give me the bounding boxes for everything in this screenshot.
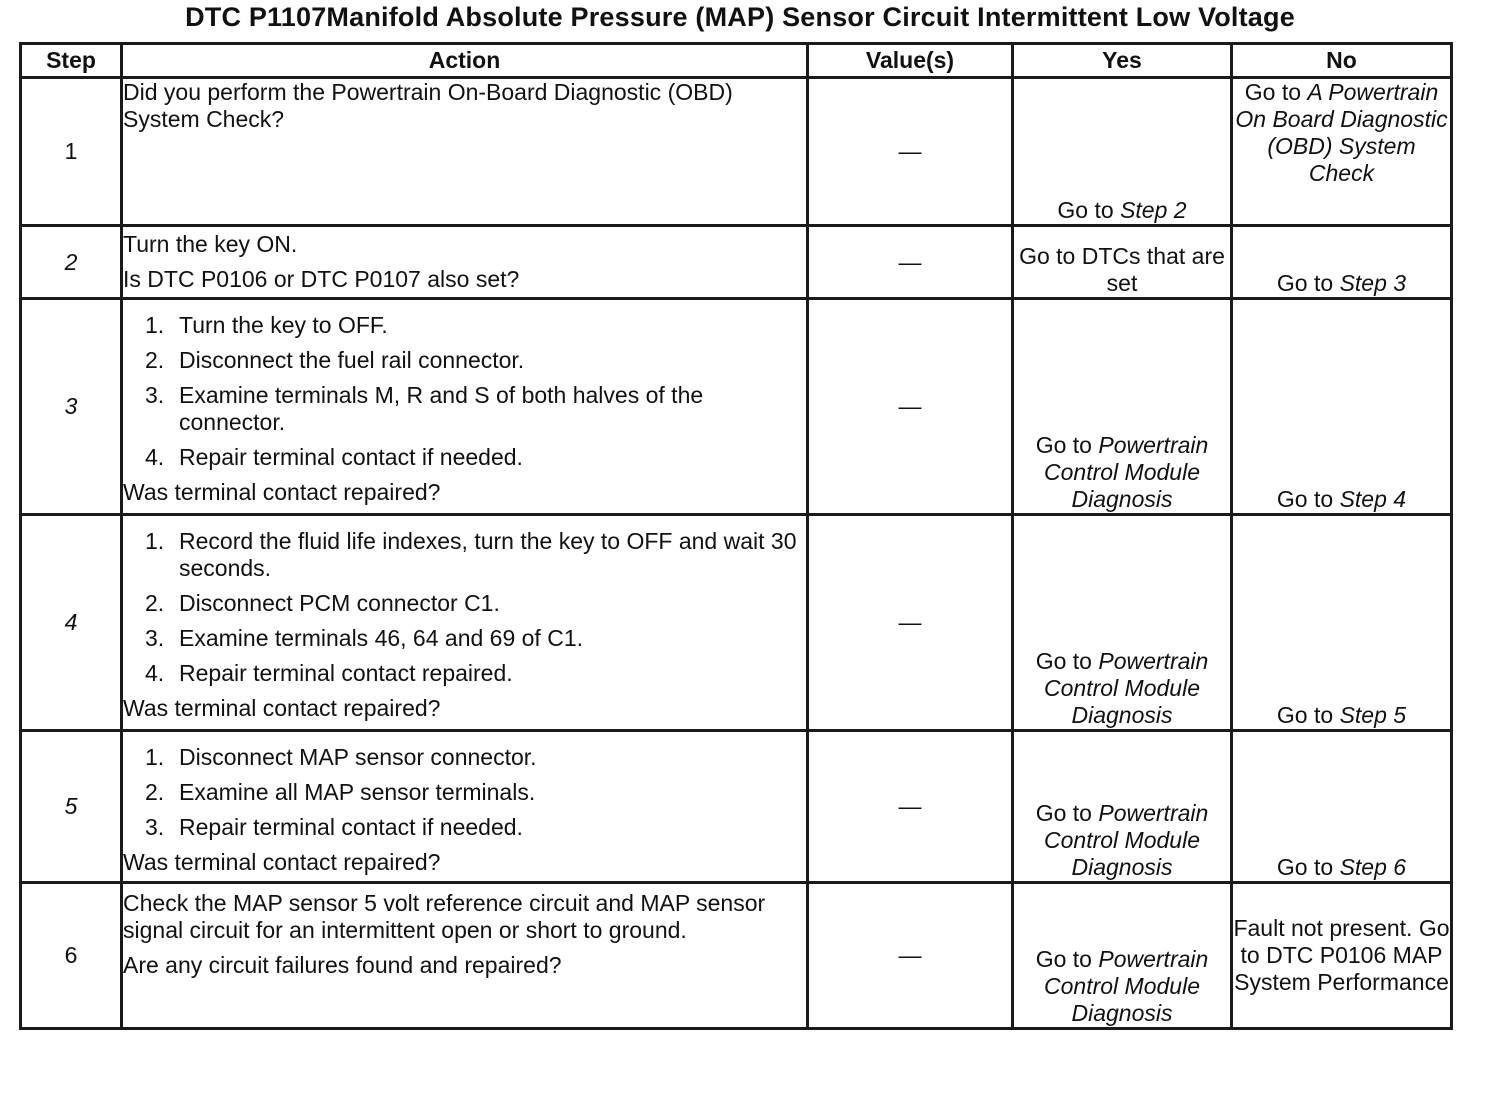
- list-item: 4. Repair terminal contact repaired.: [145, 660, 513, 686]
- list-item: 1. Record the fluid life indexes, turn the key to OFF and wait 30 seconds.: [145, 528, 797, 581]
- yes-prefix: Go to: [1035, 800, 1099, 826]
- header-no: No: [1232, 44, 1452, 78]
- value-cell: —: [808, 78, 1013, 226]
- action-cell: [122, 731, 808, 883]
- action-text: Check the MAP sensor 5 volt reference circuit and MAP sensor signal circuit for an intermittent open or short to ground.: [123, 890, 766, 943]
- header-action: Action: [122, 44, 808, 78]
- yes-prefix: Go to: [1035, 432, 1099, 458]
- table-row: [21, 299, 1452, 515]
- no-reference: Step 4: [1339, 486, 1407, 512]
- table-row: [21, 883, 1452, 1029]
- yes-prefix: Go to: [1057, 197, 1121, 223]
- action-question: Was terminal contact repaired?: [123, 695, 441, 721]
- yes-reference: Step 2: [1120, 197, 1187, 223]
- list-item: 3. Repair terminal contact if needed.: [145, 814, 523, 840]
- action-text: Turn the key ON.: [123, 231, 298, 257]
- table-row: [21, 78, 1452, 226]
- step-number: 5: [21, 731, 122, 883]
- no-prefix: Go to: [1244, 79, 1308, 105]
- step-number: 3: [21, 299, 122, 515]
- action-question: Was terminal contact repaired?: [123, 479, 441, 505]
- list-item: 3. Examine terminals 46, 64 and 69 of C1.: [145, 625, 584, 651]
- list-item: 4. Repair terminal contact if needed.: [145, 444, 523, 470]
- value-cell: —: [808, 226, 1013, 299]
- no-reference: Step 5: [1339, 702, 1407, 728]
- yes-reference: Powertrain Control Module Diagnosis: [1044, 648, 1209, 728]
- action-cell: [122, 299, 808, 515]
- no-prefix: Go to: [1276, 270, 1340, 296]
- step-number: 2: [21, 226, 122, 299]
- table-row: [21, 515, 1452, 731]
- no-reference: Step 6: [1339, 854, 1407, 880]
- no-cell: [1232, 299, 1452, 515]
- table-row: [21, 731, 1452, 883]
- step-number: 1: [21, 78, 122, 226]
- action-cell: [122, 883, 808, 1029]
- yes-reference: Powertrain Control Module Diagnosis: [1044, 800, 1209, 880]
- yes-cell: [1013, 299, 1232, 515]
- header-step: Step: [21, 44, 122, 78]
- action-cell: [122, 226, 808, 299]
- no-prefix: Go to: [1276, 854, 1340, 880]
- no-prefix: Go to: [1276, 702, 1340, 728]
- no-cell: [1232, 731, 1452, 883]
- action-question: Are any circuit failures found and repaired?: [123, 952, 562, 978]
- header-values: Value(s): [808, 44, 1013, 78]
- action-steps: [123, 744, 806, 841]
- no-reference: Step 3: [1339, 270, 1407, 296]
- list-item: 2. Disconnect the fuel rail connector.: [145, 347, 525, 373]
- yes-reference: Powertrain Control Module Diagnosis: [1044, 946, 1209, 1026]
- list-item: 2. Examine all MAP sensor terminals.: [145, 779, 536, 805]
- action-question: Was terminal contact repaired?: [123, 849, 441, 875]
- value-cell: —: [808, 299, 1013, 515]
- no-cell: [1232, 226, 1452, 299]
- no-reference: A Powertrain On Board Diagnostic (OBD) System Check: [1235, 79, 1448, 186]
- action-steps: [123, 312, 806, 471]
- value-cell: —: [808, 515, 1013, 731]
- step-number: 4: [21, 515, 122, 731]
- yes-prefix: Go to: [1035, 946, 1099, 972]
- list-item: 1. Disconnect MAP sensor connector.: [145, 744, 537, 770]
- page-title: DTC P1107Manifold Absolute Pressure (MAP) Sensor Circuit Intermittent Low Voltage: [185, 2, 1295, 32]
- yes-cell: [1013, 515, 1232, 731]
- action-steps: [123, 528, 806, 687]
- value-cell: —: [808, 731, 1013, 883]
- no-cell: [1232, 515, 1452, 731]
- list-item: 2. Disconnect PCM connector C1.: [145, 590, 500, 616]
- no-prefix: Go to: [1276, 486, 1340, 512]
- header-yes: Yes: [1013, 44, 1232, 78]
- no-cell: Fault not present. Go to DTC P0106 MAP System Performance: [1232, 883, 1452, 1029]
- step-number: 6: [21, 883, 122, 1029]
- yes-cell: [1013, 883, 1232, 1029]
- table-row: [21, 226, 1452, 299]
- diagnostic-table: [19, 42, 1453, 1030]
- yes-prefix: Go to: [1035, 648, 1099, 674]
- action-question: Is DTC P0106 or DTC P0107 also set?: [123, 266, 520, 292]
- yes-cell: [1013, 78, 1232, 226]
- yes-reference: Powertrain Control Module Diagnosis: [1044, 432, 1209, 512]
- action-cell: [122, 78, 808, 226]
- no-cell: [1232, 78, 1452, 226]
- yes-cell: Go to DTCs that are set: [1013, 226, 1232, 299]
- list-item: 1. Turn the key to OFF.: [145, 312, 388, 338]
- value-cell: —: [808, 883, 1013, 1029]
- action-cell: [122, 515, 808, 731]
- header-row: [21, 44, 1452, 78]
- list-item: 3. Examine terminals M, R and S of both halves of the connector.: [145, 382, 704, 435]
- yes-cell: [1013, 731, 1232, 883]
- action-text: Did you perform the Powertrain On-Board Diagnostic (OBD) System Check?: [123, 79, 733, 132]
